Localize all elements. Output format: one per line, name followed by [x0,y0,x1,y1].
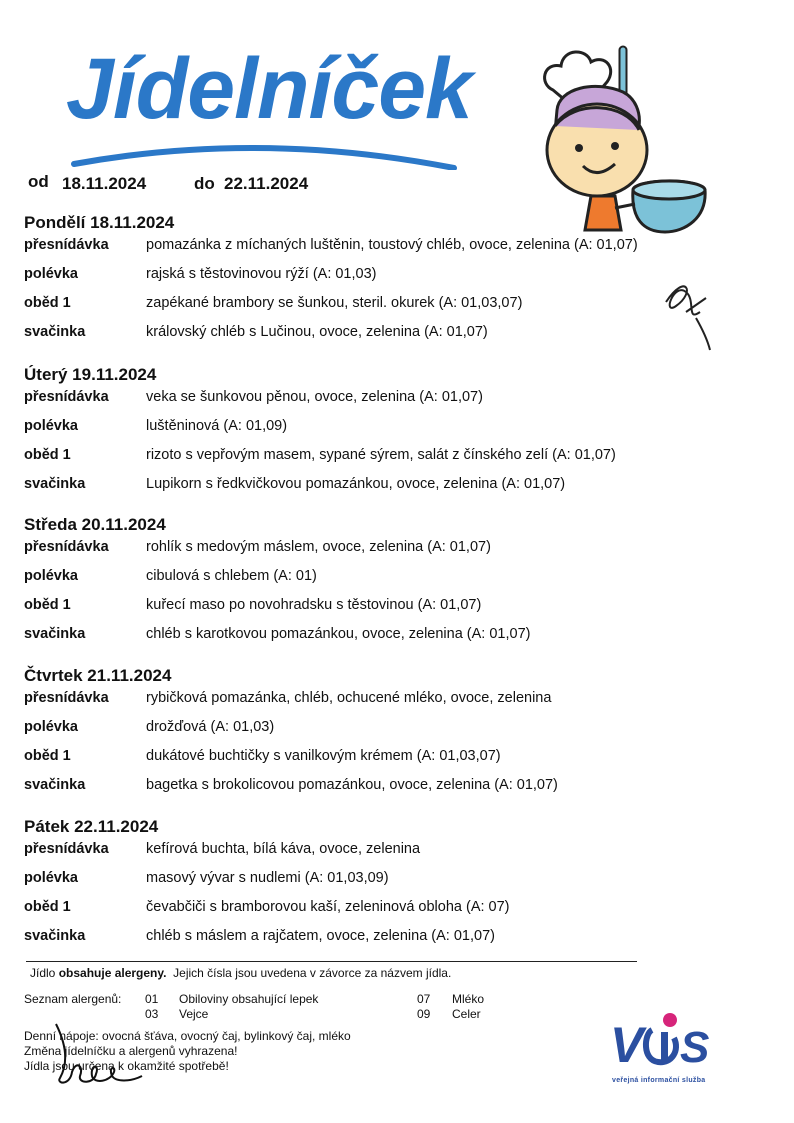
meal-text: královský chléb s Lučinou, ovoce, zelenina (A: 01,07) [146,324,488,340]
meal-text: pomazánka z míchaných luštěnin, toustový chléb, ovoce, zelenina (A: 01,07) [146,237,638,253]
day-title: Čtvrtek 21.11.2024 [24,666,172,685]
meal-label: oběd 1 [24,597,71,613]
allergen-code: 03 [145,1007,159,1021]
meal-label: oběd 1 [24,295,71,311]
meal-row [24,777,724,806]
meal-label: přesnídávka [24,841,109,857]
meal-text: luštěninová (A: 01,09) [146,418,288,434]
day-title: Pátek 22.11.2024 [24,817,159,836]
date-from-label: od [28,172,49,191]
logo-letter-v: V [610,1017,644,1073]
meal-label: přesnídávka [24,237,109,253]
meal-label: polévka [24,266,78,282]
allergen-note-prefix: Jídlo [30,966,59,980]
meal-label: oběd 1 [24,447,71,463]
day-title: Pondělí 18.11.2024 [24,213,175,232]
meal-row [24,237,724,266]
handwritten-signature [50,1020,150,1090]
allergen-note-bold: obsahuje alergeny. [58,966,167,980]
meal-row [24,928,724,957]
logo-subtitle: veřejná informační služba [612,1077,706,1084]
title-underline-swoosh [70,128,460,170]
meal-text: chléb s karotkovou pomazánkou, ovoce, zelenina (A: 01,07) [146,626,531,642]
day-block-tuesday [24,365,724,505]
meal-row [24,418,724,447]
meal-label: polévka [24,870,78,886]
meal-row [24,690,724,719]
meal-text: zapékané brambory se šunkou, steril. okurek (A: 01,03,07) [146,295,523,311]
date-to: 22.11.2024 [224,174,309,193]
day-block-thursday [24,666,724,806]
meal-text: kefírová buchta, bílá káva, ovoce, zelenina [146,841,421,857]
meal-row [24,841,724,870]
day-block-friday [24,817,724,957]
meal-row [24,324,724,353]
allergen-code: 01 [145,992,159,1006]
date-from: 18.11.2024 [62,174,147,193]
meal-label: přesnídávka [24,690,109,706]
meal-row [24,568,724,597]
meal-row [24,870,724,899]
footer-line: Jídla jsou určena k okamžité spotřebě! [24,1059,229,1073]
footer-line: Denní nápoje: ovocná šťáva, ovocný čaj, bylinkový čaj, mléko [24,1029,351,1043]
meal-label: oběd 1 [24,899,71,915]
meal-row [24,389,724,418]
meal-label: svačinka [24,476,86,492]
day-title: Úterý 19.11.2024 [24,365,157,384]
footer-line: Změna jídelníčku a alergenů vyhrazena! [24,1044,238,1058]
meal-label: polévka [24,568,78,584]
meal-label: přesnídávka [24,539,109,555]
meal-label: svačinka [24,777,86,793]
allergen-code: 09 [417,1007,431,1021]
meal-text: cibulová s chlebem (A: 01) [146,568,317,584]
day-block-monday [24,213,724,353]
meal-text: kuřecí maso po novohradsku s těstovinou (A: 01,07) [146,597,482,613]
allergen-note [30,966,451,980]
date-to-label: do [194,174,215,193]
meal-text: chléb s máslem a rajčatem, ovoce, zelenina (A: 01,07) [146,928,495,944]
meal-label: svačinka [24,626,86,642]
meal-row [24,476,724,505]
meal-row [24,597,724,626]
meal-label: přesnídávka [24,389,109,405]
meal-row [24,539,724,568]
allergen-name: Mléko [452,992,485,1006]
meal-label: oběd 1 [24,748,71,764]
allergen-name: Vejce [179,1007,209,1021]
meal-row [24,266,724,295]
meal-text: drožďová (A: 01,03) [146,719,275,735]
meal-text: rohlík s medovým máslem, ovoce, zelenina (A: 01,07) [146,539,491,555]
chef-illustration [535,40,715,240]
allergen-name: Celer [452,1007,481,1021]
vis-logo [608,1010,718,1075]
meal-row [24,626,724,655]
meal-text: dukátové buchtičky s vanilkovým krémem (A: 01,03,07) [146,748,501,764]
meal-text: rybičková pomazánka, chléb, ochucené mléko, ovoce, zelenina [146,690,552,706]
meal-row [24,719,724,748]
meal-row [24,447,724,476]
meal-text: rizoto s vepřovým masem, sypané sýrem, salát z čínského zelí (A: 01,07) [146,447,616,463]
day-block-wednesday [24,515,724,655]
meal-text: masový vývar s nudlemi (A: 01,03,09) [146,870,389,886]
meal-label: polévka [24,719,78,735]
meal-row [24,748,724,777]
logo-letter-s: S [680,1023,710,1072]
page-title: Jídelníček [66,41,472,137]
allergen-list-title: Seznam alergenů: [24,992,122,1006]
meal-text: bagetka s brokolicovou pomazánkou, ovoce, zelenina (A: 01,07) [146,777,558,793]
allergen-code: 07 [417,992,431,1006]
day-title: Středa 20.11.2024 [24,515,166,534]
meal-text: veka se šunkovou pěnou, ovoce, zelenina (A: 01,07) [146,389,483,405]
footer-divider [26,961,637,962]
allergen-note-rest: Jejich čísla jsou uvedena v závorce za názvem jídla. [166,966,452,980]
meal-label: svačinka [24,324,86,340]
meal-text: rajská s těstovinovou rýží (A: 01,03) [146,266,377,282]
allergen-name: Obiloviny obsahující lepek [179,992,319,1006]
meal-text: čevabčiči s bramborovou kaší, zeleninová obloha (A: 07) [146,899,510,915]
meal-row [24,295,724,324]
meal-label: svačinka [24,928,86,944]
meal-label: polévka [24,418,78,434]
meal-row [24,899,724,928]
meal-text: Lupikorn s ředkvičkovou pomazánkou, ovoce, zelenina (A: 01,07) [146,476,566,492]
